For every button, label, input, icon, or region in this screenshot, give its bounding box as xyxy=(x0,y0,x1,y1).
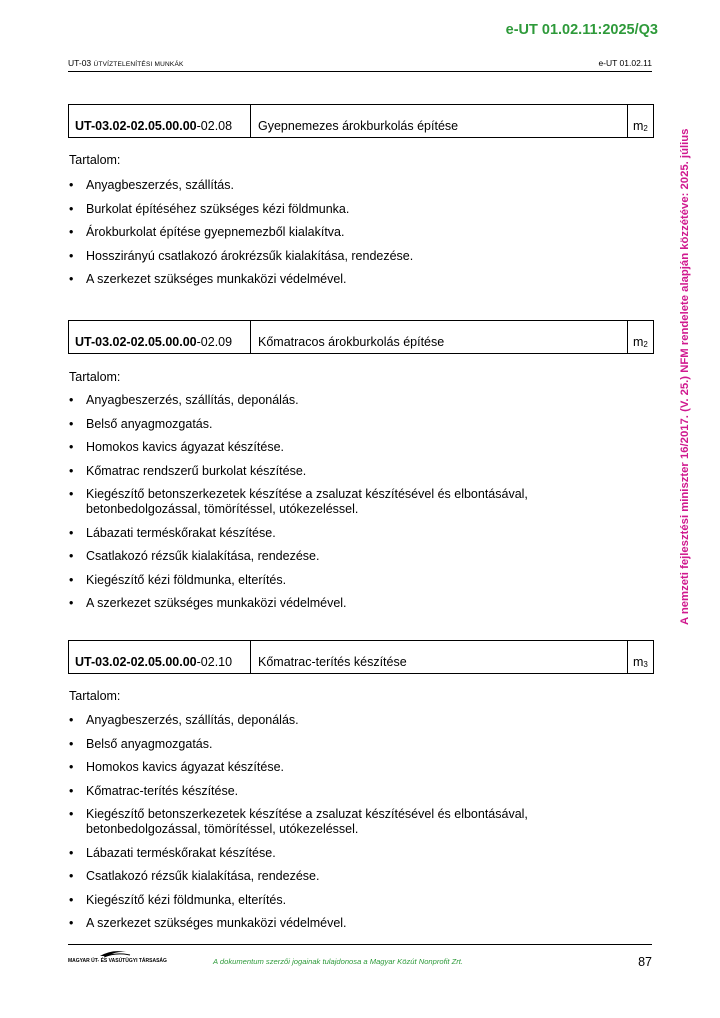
side-publication-note: A nemzeti fejlesztési miniszter 16/2017. (V. 25.) NFM rendelete alapján közzétéve: 2025. július xyxy=(679,128,691,625)
list-item: • Kőmatrac rendszerű burkolat készítése. xyxy=(69,464,589,479)
footer-divider xyxy=(68,944,652,945)
list-item: • Lábazati terméskőrakat készítése. xyxy=(69,846,589,861)
item-table-0210 xyxy=(68,640,654,674)
content-label: Tartalom: xyxy=(69,370,121,384)
item-code-cell xyxy=(69,105,251,137)
unit-base: m xyxy=(633,655,644,669)
item-unit-cell xyxy=(628,105,653,137)
list-item: • Csatlakozó rézsűk kialakítása, rendezése. xyxy=(69,549,589,564)
unit-exponent: 2 xyxy=(643,340,648,349)
item-title-cell: Kőmatracos árokburkolás építése xyxy=(251,321,628,353)
list-item: • Homokos kavics ágyazat készítése. xyxy=(69,760,589,775)
content-label: Tartalom: xyxy=(69,689,121,703)
header-doc-ref: e-UT 01.02.11 xyxy=(598,58,652,68)
list-item: • Kőmatrac-terítés készítése. xyxy=(69,784,589,799)
list-item: • A szerkezet szükséges munkaközi védelmével. xyxy=(69,596,589,611)
item-unit-cell xyxy=(628,321,653,353)
list-item: • A szerkezet szükséges munkaközi védelmével. xyxy=(69,272,589,287)
item-title-cell: Gyepnemezes árokburkolás építése xyxy=(251,105,628,137)
list-item: • Burkolat építéséhez szükséges kézi földmunka. xyxy=(69,202,589,217)
list-item: • Kiegészítő betonszerkezetek készítése a zsaluzat készítésével és elbontásával, betonbedolgozással, tömörítéssel, utókezeléssel. xyxy=(69,487,589,517)
content-label: Tartalom: xyxy=(69,153,121,167)
header-chapter-prefix: UT-03 xyxy=(68,58,94,68)
list-item: • Anyagbeszerzés, szállítás. xyxy=(69,178,589,193)
item-unit-cell xyxy=(628,641,653,673)
list-item: • Lábazati terméskőrakat készítése. xyxy=(69,526,589,541)
list-item: • Árokburkolat építése gyepnemezből kialakítva. xyxy=(69,225,589,240)
document-code: e-UT 01.02.11:2025/Q3 xyxy=(505,22,658,38)
list-item: • Kiegészítő betonszerkezetek készítése a zsaluzat készítésével és elbontásával, betonbedolgozással, tömörítéssel, utókezeléssel. xyxy=(69,807,589,837)
header-chapter xyxy=(68,58,184,68)
page-number: 87 xyxy=(638,955,652,969)
society-logo-text: MAGYAR ÚT- ÉS VASÚTÜGYI TÁRSASÁG xyxy=(68,958,167,964)
running-header xyxy=(68,58,652,72)
item-code-main: UT-03.02-02.05.00.00 xyxy=(75,335,197,349)
item-code-suffix: -02.09 xyxy=(196,335,233,349)
list-item: • Belső anyagmozgatás. xyxy=(69,417,589,432)
list-item: • A szerkezet szükséges munkaközi védelmével. xyxy=(69,916,589,931)
item-code-cell xyxy=(69,641,251,673)
unit-exponent: 3 xyxy=(643,660,648,669)
unit-base: m xyxy=(633,119,644,133)
item-code-main: UT-03.02-02.05.00.00 xyxy=(75,655,197,669)
item-code-suffix: -02.08 xyxy=(196,119,233,133)
item-code-cell xyxy=(69,321,251,353)
item-title-cell: Kőmatrac-terítés készítése xyxy=(251,641,628,673)
list-item: • Kiegészítő kézi földmunka, elterítés. xyxy=(69,573,589,588)
bullet-list-0210 xyxy=(69,713,589,940)
bullet-list-0208 xyxy=(69,178,589,296)
list-item: • Hosszirányú csatlakozó árokrézsűk kialakítása, rendezése. xyxy=(69,249,589,264)
header-chapter-title: ÚTVÍZTELENÍTÉSI MUNKÁK xyxy=(93,61,184,68)
bullet-list-0209 xyxy=(69,393,589,620)
list-item: • Kiegészítő kézi földmunka, elterítés. xyxy=(69,893,589,908)
item-table-0209 xyxy=(68,320,654,354)
copyright-note: A dokumentum szerzői jogainak tulajdonosa a Magyar Közút Nonprofit Zrt. xyxy=(213,957,464,966)
unit-exponent: 2 xyxy=(643,124,648,133)
list-item: • Csatlakozó rézsűk kialakítása, rendezése. xyxy=(69,869,589,884)
list-item: • Anyagbeszerzés, szállítás, deponálás. xyxy=(69,713,589,728)
unit-base: m xyxy=(633,335,644,349)
list-item: • Anyagbeszerzés, szállítás, deponálás. xyxy=(69,393,589,408)
list-item: • Homokos kavics ágyazat készítése. xyxy=(69,440,589,455)
list-item: • Belső anyagmozgatás. xyxy=(69,737,589,752)
item-table-0208 xyxy=(68,104,654,138)
item-code-suffix: -02.10 xyxy=(196,655,233,669)
item-code-main: UT-03.02-02.05.00.00 xyxy=(75,119,197,133)
